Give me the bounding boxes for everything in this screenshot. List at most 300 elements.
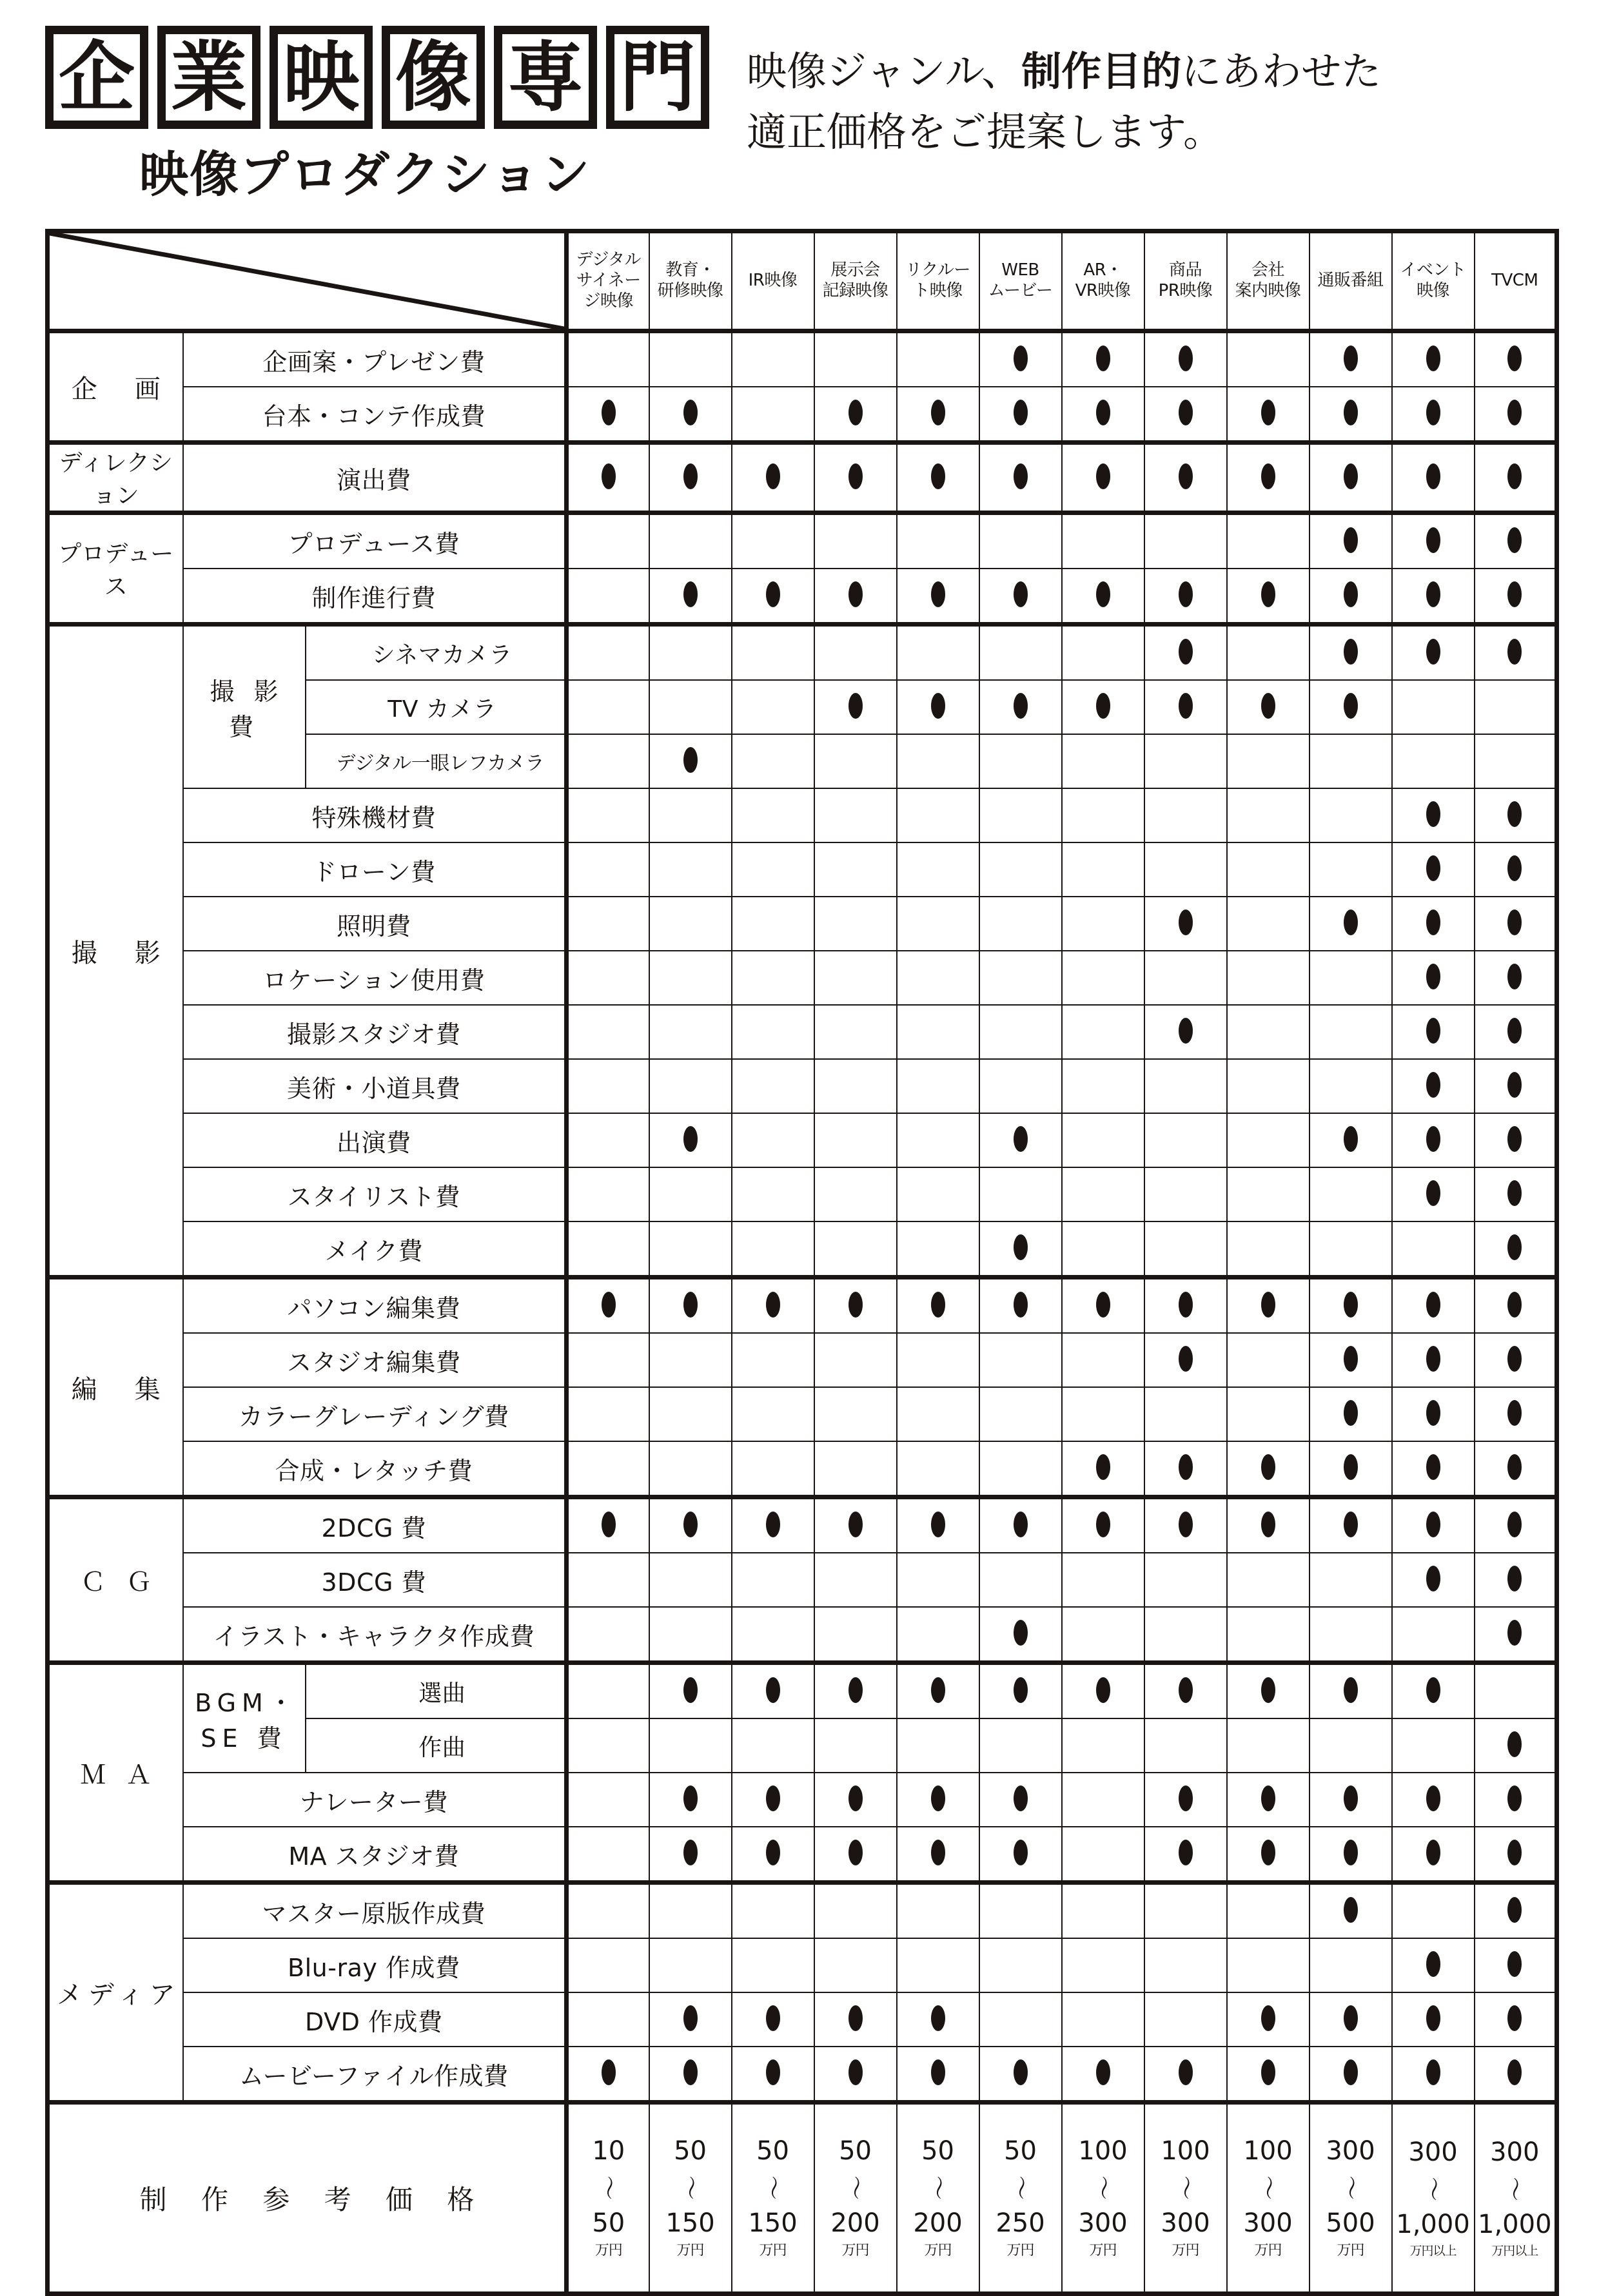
price-to: 150	[665, 2208, 715, 2238]
matrix-cell	[567, 1827, 649, 1883]
matrix-cell	[649, 513, 732, 569]
price-range-tilde: 〜	[758, 2175, 787, 2201]
matrix-cell	[1392, 331, 1475, 387]
check-dot-icon	[931, 1840, 945, 1865]
price-unit: 万円	[1254, 2242, 1282, 2259]
matrix-cell	[732, 1333, 814, 1387]
check-dot-icon	[683, 1292, 698, 1318]
matrix-cell	[732, 788, 814, 842]
check-dot-icon	[1014, 1840, 1028, 1865]
table-row	[48, 625, 1557, 681]
matrix-cell	[1392, 1553, 1475, 1607]
matrix-cell	[1062, 897, 1144, 951]
logo-char-2: 業	[170, 33, 247, 122]
matrix-cell	[1227, 331, 1310, 387]
check-dot-icon	[931, 463, 945, 489]
matrix-cell	[567, 1718, 649, 1773]
header-tagline	[747, 41, 1381, 162]
matrix-cell	[1392, 951, 1475, 1005]
matrix-cell	[897, 1167, 979, 1221]
matrix-cell	[979, 897, 1062, 951]
check-dot-icon	[1507, 1566, 1522, 1591]
matrix-cell	[1227, 1607, 1310, 1663]
item-label: 撮影スタジオ費	[183, 1005, 567, 1059]
check-dot-icon	[1179, 2059, 1193, 2085]
matrix-cell	[979, 1441, 1062, 1497]
check-dot-icon	[602, 1292, 616, 1318]
matrix-cell	[1144, 1333, 1227, 1387]
matrix-cell	[1310, 1113, 1392, 1167]
matrix-cell	[1144, 788, 1227, 842]
matrix-cell	[1144, 1278, 1227, 1334]
check-dot-icon	[1426, 1018, 1440, 1044]
check-dot-icon	[1014, 400, 1028, 425]
check-dot-icon	[1507, 1234, 1522, 1260]
check-dot-icon	[1014, 345, 1028, 371]
matrix-cell	[1227, 1441, 1310, 1497]
matrix-cell	[1310, 1663, 1392, 1719]
matrix-cell	[649, 897, 732, 951]
matrix-cell	[567, 1059, 649, 1113]
matrix-cell	[1310, 1553, 1392, 1607]
logo-char-box-6	[606, 26, 709, 129]
matrix-cell	[1227, 1883, 1310, 1939]
matrix-cell	[979, 1113, 1062, 1167]
col-header-8: 会社 案内映像	[1227, 231, 1310, 331]
check-dot-icon	[1014, 1234, 1028, 1260]
check-dot-icon	[931, 1785, 945, 1811]
category-cell: Ｍ Ａ	[48, 1663, 183, 1883]
matrix-cell	[567, 1607, 649, 1663]
price-cell	[649, 2103, 732, 2294]
item-label: 企画案・プレゼン費	[183, 331, 567, 387]
price-from: 50	[756, 2136, 789, 2166]
price-cell	[1144, 2103, 1227, 2294]
item-label: メイク費	[183, 1221, 567, 1278]
check-dot-icon	[849, 1512, 863, 1537]
matrix-cell	[732, 1059, 814, 1113]
price-unit: 万円	[1006, 2242, 1034, 2259]
matrix-cell	[567, 569, 649, 625]
price-unit: 万円	[759, 2242, 787, 2259]
col-header-3: 展示会 記録映像	[814, 231, 897, 331]
matrix-cell	[567, 1221, 649, 1278]
matrix-cell	[1475, 2047, 1557, 2103]
matrix-cell	[1062, 1827, 1144, 1883]
check-dot-icon	[1261, 581, 1275, 607]
check-dot-icon	[849, 1292, 863, 1318]
matrix-cell	[814, 1718, 897, 1773]
matrix-cell	[1392, 1773, 1475, 1827]
check-dot-icon	[1344, 1346, 1358, 1372]
matrix-cell	[567, 734, 649, 788]
matrix-cell	[814, 1553, 897, 1607]
matrix-cell	[1310, 1167, 1392, 1221]
matrix-cell	[1144, 1221, 1227, 1278]
matrix-cell	[1475, 1005, 1557, 1059]
check-dot-icon	[1096, 1292, 1110, 1318]
matrix-cell	[1144, 1441, 1227, 1497]
matrix-cell	[897, 1718, 979, 1773]
table-row	[48, 788, 1557, 842]
matrix-cell	[1310, 2047, 1392, 2103]
matrix-cell	[649, 443, 732, 513]
matrix-cell	[732, 1387, 814, 1441]
matrix-cell	[1475, 1718, 1557, 1773]
item-label: 台本・コンテ作成費	[183, 387, 567, 443]
matrix-cell	[1475, 1059, 1557, 1113]
matrix-cell	[1227, 788, 1310, 842]
check-dot-icon	[1507, 1512, 1522, 1537]
page-header	[0, 0, 1599, 206]
matrix-cell	[1062, 1497, 1144, 1553]
matrix-cell	[732, 1883, 814, 1939]
check-dot-icon	[1507, 1897, 1522, 1923]
matrix-cell	[979, 1059, 1062, 1113]
matrix-cell	[567, 951, 649, 1005]
item-label: マスター原版作成費	[183, 1883, 567, 1939]
matrix-cell	[1475, 1278, 1557, 1334]
price-range-tilde: 〜	[1253, 2175, 1282, 2201]
check-dot-icon	[683, 1512, 698, 1537]
price-to: 1,000	[1478, 2209, 1552, 2239]
check-dot-icon	[683, 2059, 698, 2085]
matrix-cell	[979, 1553, 1062, 1607]
matrix-cell	[897, 331, 979, 387]
item-label: ドローン費	[183, 842, 567, 897]
matrix-cell	[979, 1278, 1062, 1334]
matrix-cell	[1392, 788, 1475, 842]
matrix-cell	[897, 1607, 979, 1663]
logo-char-3: 映	[282, 33, 359, 122]
col-header-10: イベント 映像	[1392, 231, 1475, 331]
price-range-tilde: 〜	[594, 2175, 623, 2201]
item-label: イラスト・キャラクタ作成費	[183, 1607, 567, 1663]
check-dot-icon	[766, 463, 780, 489]
matrix-cell	[1310, 1333, 1392, 1387]
check-dot-icon	[1426, 1512, 1440, 1537]
price-range-tilde: 〜	[841, 2175, 870, 2201]
check-dot-icon	[1014, 1620, 1028, 1646]
matrix-cell	[1227, 1278, 1310, 1334]
logo-char-box-5	[494, 26, 597, 129]
matrix-cell	[1392, 842, 1475, 897]
price-to: 300	[1243, 2208, 1293, 2238]
matrix-cell	[1310, 1387, 1392, 1441]
matrix-cell	[732, 625, 814, 681]
matrix-cell	[979, 443, 1062, 513]
item-label: ナレーター費	[183, 1773, 567, 1827]
matrix-cell	[1475, 788, 1557, 842]
brand-logo	[45, 26, 709, 206]
check-dot-icon	[1261, 463, 1275, 489]
matrix-cell	[567, 1387, 649, 1441]
matrix-cell	[1475, 1167, 1557, 1221]
check-dot-icon	[1014, 463, 1028, 489]
matrix-cell	[1062, 1992, 1144, 2047]
col-header-1: 教育・ 研修映像	[649, 231, 732, 331]
table-row	[48, 951, 1557, 1005]
matrix-cell	[649, 1005, 732, 1059]
matrix-cell	[732, 1663, 814, 1719]
check-dot-icon	[1426, 639, 1440, 665]
matrix-cell	[814, 513, 897, 569]
check-dot-icon	[1426, 527, 1440, 553]
check-dot-icon	[1344, 1400, 1358, 1426]
matrix-cell	[814, 1221, 897, 1278]
check-dot-icon	[1426, 1840, 1440, 1865]
check-dot-icon	[1344, 1454, 1358, 1480]
matrix-cell	[1392, 1607, 1475, 1663]
category-cell: 撮 影	[48, 625, 183, 1278]
logo-char-6: 門	[619, 33, 696, 122]
check-dot-icon	[1179, 400, 1193, 425]
matrix-cell	[1310, 1497, 1392, 1553]
price-from: 100	[1243, 2136, 1293, 2166]
check-dot-icon	[1261, 1454, 1275, 1480]
check-dot-icon	[1096, 1512, 1110, 1537]
check-dot-icon	[1507, 581, 1522, 607]
check-dot-icon	[1507, 1454, 1522, 1480]
matrix-cell	[1062, 1938, 1144, 1992]
price-unit: 万円以上	[1491, 2243, 1538, 2258]
check-dot-icon	[1344, 1512, 1358, 1537]
matrix-cell	[979, 842, 1062, 897]
col-header-0: デジタル サイネー ジ映像	[567, 231, 649, 331]
matrix-cell	[1144, 842, 1227, 897]
matrix-cell	[814, 1333, 897, 1387]
matrix-cell	[649, 1278, 732, 1334]
check-dot-icon	[1507, 801, 1522, 827]
matrix-cell	[1392, 1718, 1475, 1773]
check-dot-icon	[1261, 2059, 1275, 2085]
matrix-cell	[1144, 2047, 1227, 2103]
check-dot-icon	[1014, 1785, 1028, 1811]
matrix-cell	[897, 1827, 979, 1883]
check-dot-icon	[1014, 1512, 1028, 1537]
matrix-cell	[1227, 1773, 1310, 1827]
matrix-cell	[1227, 387, 1310, 443]
check-dot-icon	[1014, 2059, 1028, 2085]
matrix-cell	[649, 1441, 732, 1497]
item-label: パソコン編集費	[183, 1278, 567, 1334]
check-dot-icon	[1344, 1292, 1358, 1318]
matrix-cell	[1310, 387, 1392, 443]
price-range-tilde: 〜	[1171, 2175, 1200, 2201]
price-to: 200	[913, 2208, 963, 2238]
matrix-cell	[814, 1827, 897, 1883]
matrix-cell	[1475, 951, 1557, 1005]
check-dot-icon	[1261, 1785, 1275, 1811]
matrix-cell	[1475, 1607, 1557, 1663]
matrix-cell	[1392, 1883, 1475, 1939]
table-row	[48, 1883, 1557, 1939]
matrix-body	[48, 331, 1557, 2294]
matrix-cell	[1144, 1883, 1227, 1939]
matrix-cell	[1062, 1883, 1144, 1939]
matrix-cell	[897, 387, 979, 443]
matrix-cell	[979, 387, 1062, 443]
matrix-cell	[1475, 1827, 1557, 1883]
check-dot-icon	[849, 1840, 863, 1865]
matrix-cell	[567, 331, 649, 387]
check-dot-icon	[1507, 855, 1522, 881]
matrix-cell	[979, 1992, 1062, 2047]
table-row	[48, 513, 1557, 569]
matrix-cell	[1475, 1663, 1557, 1719]
matrix-cell	[1392, 443, 1475, 513]
matrix-cell	[1227, 513, 1310, 569]
item-label: ロケーション使用費	[183, 951, 567, 1005]
matrix-cell	[1144, 1827, 1227, 1883]
matrix-cell	[897, 1333, 979, 1387]
check-dot-icon	[1507, 1620, 1522, 1646]
matrix-cell	[1227, 897, 1310, 951]
check-dot-icon	[1179, 1785, 1193, 1811]
matrix-cell	[567, 1553, 649, 1607]
item-label: 演出費	[183, 443, 567, 513]
matrix-cell	[1475, 1441, 1557, 1497]
item-label: 美術・小道具費	[183, 1059, 567, 1113]
matrix-cell	[1392, 1387, 1475, 1441]
item-label: ムービーファイル作成費	[183, 2047, 567, 2103]
matrix-cell	[1392, 1441, 1475, 1497]
matrix-cell	[1144, 1718, 1227, 1773]
matrix-cell	[732, 1278, 814, 1334]
matrix-cell	[732, 2047, 814, 2103]
check-dot-icon	[683, 1126, 698, 1152]
matrix-cell	[897, 1113, 979, 1167]
logo-char-4: 像	[395, 33, 471, 122]
matrix-cell	[567, 788, 649, 842]
item-label: MA スタジオ費	[183, 1827, 567, 1883]
matrix-cell	[979, 1773, 1062, 1827]
price-unit: 万円	[841, 2242, 869, 2259]
matrix-cell	[814, 897, 897, 951]
matrix-cell	[979, 1005, 1062, 1059]
matrix-cell	[897, 1883, 979, 1939]
price-cell	[567, 2103, 649, 2294]
price-unit: 万円	[924, 2242, 952, 2259]
check-dot-icon	[1426, 1346, 1440, 1372]
check-dot-icon	[849, 2005, 863, 2031]
check-dot-icon	[1261, 1677, 1275, 1703]
matrix-cell	[1392, 1059, 1475, 1113]
item-label: カラーグレーディング費	[183, 1387, 567, 1441]
check-dot-icon	[683, 747, 698, 773]
matrix-header-row	[48, 231, 1557, 331]
matrix-cell	[649, 680, 732, 734]
matrix-cell	[1392, 2047, 1475, 2103]
matrix-cell	[567, 1497, 649, 1553]
matrix-cell	[732, 1773, 814, 1827]
check-dot-icon	[1261, 400, 1275, 425]
matrix-cell	[567, 1005, 649, 1059]
matrix-cell	[1062, 443, 1144, 513]
matrix-cell	[979, 734, 1062, 788]
matrix-cell	[1310, 513, 1392, 569]
matrix-cell	[1310, 1883, 1392, 1939]
matrix-cell	[979, 569, 1062, 625]
matrix-cell	[732, 1113, 814, 1167]
matrix-cell	[1310, 443, 1392, 513]
matrix-cell	[1392, 734, 1475, 788]
check-dot-icon	[931, 2005, 945, 2031]
matrix-cell	[1144, 680, 1227, 734]
price-range-tilde: 〜	[676, 2175, 705, 2201]
check-dot-icon	[1426, 2005, 1440, 2031]
item-label: スタジオ編集費	[183, 1333, 567, 1387]
table-row	[48, 1497, 1557, 1553]
matrix-cell	[897, 1663, 979, 1719]
matrix-cell	[649, 331, 732, 387]
matrix-cell	[1310, 1278, 1392, 1334]
matrix-cell	[1144, 443, 1227, 513]
matrix-cell	[1144, 951, 1227, 1005]
category-cell: 編 集	[48, 1278, 183, 1497]
matrix-cell	[567, 842, 649, 897]
matrix-cell	[1475, 387, 1557, 443]
matrix-cell	[897, 951, 979, 1005]
matrix-cell	[732, 1718, 814, 1773]
item-label: スタイリスト費	[183, 1167, 567, 1221]
check-dot-icon	[1507, 2005, 1522, 2031]
matrix-cell	[1475, 734, 1557, 788]
check-dot-icon	[849, 581, 863, 607]
table-row	[48, 1113, 1557, 1167]
matrix-cell	[1227, 1718, 1310, 1773]
check-dot-icon	[1426, 1785, 1440, 1811]
table-row	[48, 1333, 1557, 1387]
check-dot-icon	[849, 1785, 863, 1811]
matrix-cell	[1392, 680, 1475, 734]
matrix-cell	[1475, 842, 1557, 897]
price-to: 300	[1161, 2208, 1210, 2238]
matrix-cell	[1310, 625, 1392, 681]
check-dot-icon	[1344, 527, 1358, 553]
check-dot-icon	[1426, 1951, 1440, 1977]
matrix-cell	[1144, 1992, 1227, 2047]
matrix-cell	[1392, 387, 1475, 443]
price-from: 300	[1326, 2136, 1375, 2166]
matrix-cell	[1310, 842, 1392, 897]
matrix-cell	[649, 1607, 732, 1663]
check-dot-icon	[1507, 400, 1522, 425]
matrix-cell	[1310, 951, 1392, 1005]
matrix-cell	[1227, 443, 1310, 513]
corner-diagonal-cell	[48, 231, 567, 331]
col-header-9: 通販番組	[1310, 231, 1392, 331]
matrix-cell	[1062, 1005, 1144, 1059]
matrix-cell	[979, 1718, 1062, 1773]
price-cell	[1062, 2103, 1144, 2294]
check-dot-icon	[931, 1292, 945, 1318]
table-row	[48, 1005, 1557, 1059]
logo-char-box-2	[157, 26, 260, 129]
check-dot-icon	[1426, 1180, 1440, 1206]
check-dot-icon	[1507, 910, 1522, 935]
price-row-label: 制 作 参 考 価 格	[48, 2103, 567, 2294]
check-dot-icon	[1507, 1180, 1522, 1206]
matrix-cell	[897, 1773, 979, 1827]
check-dot-icon	[1096, 345, 1110, 371]
matrix-cell	[1392, 1992, 1475, 2047]
matrix-cell	[1392, 1497, 1475, 1553]
item-label: プロデュース費	[183, 513, 567, 569]
matrix-cell	[649, 1167, 732, 1221]
matrix-cell	[1144, 734, 1227, 788]
price-from: 50	[1004, 2136, 1037, 2166]
